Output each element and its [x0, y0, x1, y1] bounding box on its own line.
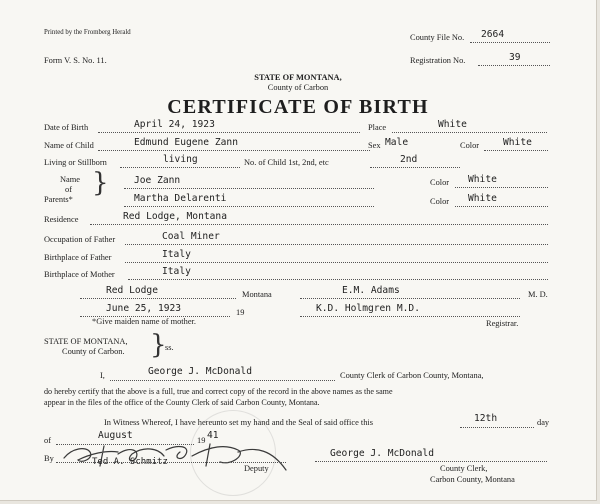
md-label: M. D. [528, 290, 548, 299]
date-of-birth-line [98, 132, 360, 133]
parents-label: Parents* [44, 195, 73, 204]
cert-clerk-name: George J. McDonald [148, 366, 252, 377]
physician-1: E.M. Adams [342, 285, 400, 296]
witness-of-label: of [44, 436, 51, 445]
no-of-child-value: 2nd [400, 154, 418, 165]
county-file-number: 2664 [481, 29, 505, 40]
birthplace-father-value: Italy [162, 249, 191, 260]
printer-note: Printed by the Fromberg Herald [44, 29, 131, 36]
registration-number: 39 [509, 52, 521, 63]
residence-value: Red Lodge, Montana [123, 211, 227, 222]
child-color-line [484, 150, 548, 151]
name-of-child-value: Edmund Eugene Zann [134, 137, 238, 148]
occupation-value: Coal Miner [162, 231, 220, 242]
clerk-signature-line [315, 461, 547, 462]
clerk-signature: George J. McDonald [330, 448, 434, 459]
mother-name: Martha Delarenti [134, 193, 227, 204]
witness-day-line [460, 427, 534, 428]
mother-color-line [455, 206, 548, 207]
deputy-label: Deputy [244, 464, 269, 473]
cert-ss: ss. [165, 343, 174, 352]
cert-clerk-title: County Clerk of Carbon County, Montana, [340, 371, 484, 380]
by-label: By [44, 454, 54, 463]
place-value: White [438, 119, 467, 130]
occupation-label: Occupation of Father [44, 235, 116, 244]
birthplace-mother-label: Birthplace of Mother [44, 270, 115, 279]
witness-text: In Witness Whereof, I have hereunto set my hand and the Seal of said office this [104, 418, 373, 427]
birthplace-mother-value: Italy [162, 266, 191, 277]
parents-brace: } [92, 168, 109, 198]
county-clerk-place: Carbon County, Montana [430, 475, 515, 484]
county-clerk-label: County Clerk, [440, 464, 488, 473]
maiden-name-note: *Give maiden name of mother. [92, 317, 196, 326]
county-file-label: County File No. [410, 33, 465, 42]
recorded-city: Red Lodge [106, 285, 158, 296]
mother-name-line [124, 206, 374, 207]
father-color-label: Color [430, 178, 450, 187]
living-line [120, 167, 240, 168]
physician-2: K.D. Holmgren M.D. [316, 303, 420, 314]
form-number: Form V. S. No. 11. [44, 56, 107, 65]
witness-year: 41 [207, 430, 219, 441]
physician-2-line [300, 316, 520, 317]
residence-line [90, 224, 548, 225]
no-of-child-label: No. of Child 1st, 2nd, etc [244, 158, 329, 167]
certify-text-1: do hereby certify that the above is a full, true and correct copy of the record in the above names as the same [44, 387, 393, 396]
header-state: STATE OF MONTANA, [254, 73, 342, 82]
father-name: Joe Zann [134, 175, 181, 186]
recorded-year-prefix: 19 [236, 308, 245, 317]
cert-county-label: County of Carbon. [62, 347, 125, 356]
deputy-name: Ted A. Schmitz [92, 457, 168, 467]
name-of-child-line [98, 150, 370, 151]
cert-brace: } [150, 330, 167, 360]
occupation-line [125, 244, 548, 245]
recorded-state: Montana [242, 290, 272, 299]
name-of-child-label: Name of Child [44, 141, 94, 150]
mother-color-label: Color [430, 197, 450, 206]
recorded-city-line [80, 298, 236, 299]
father-color: White [468, 174, 497, 185]
residence-label: Residence [44, 215, 79, 224]
cert-state-label: STATE OF MONTANA, [44, 337, 128, 346]
registration-line [478, 65, 550, 66]
child-color-label: Color [460, 141, 480, 150]
child-color-value: White [503, 137, 532, 148]
witness-day-value: 12th [474, 413, 498, 424]
sex-label: Sex [368, 141, 381, 150]
birthplace-father-label: Birthplace of Father [44, 253, 112, 262]
living-label: Living or Stillborn [44, 158, 107, 167]
header-county: County of Carbon [267, 83, 329, 92]
registrar-label: Registrar. [486, 319, 519, 328]
father-color-line [455, 187, 548, 188]
county-file-line [470, 42, 550, 43]
mother-color: White [468, 193, 497, 204]
date-of-birth-label: Date of Birth [44, 123, 89, 132]
parents-name-label: Name [60, 175, 80, 184]
father-name-line [124, 188, 374, 189]
registration-label: Registration No. [410, 56, 466, 65]
place-line [392, 132, 547, 133]
birthplace-father-line [125, 262, 548, 263]
sex-value: Male [385, 137, 409, 148]
date-of-birth-value: April 24, 1923 [134, 119, 215, 130]
witness-month: August [98, 430, 133, 441]
birthplace-mother-line [128, 279, 548, 280]
certify-text-2: appear in the files of the office of the County Clerk of said Carbon County, Montana. [44, 398, 320, 407]
certificate-title: CERTIFICATE OF BIRTH [167, 96, 429, 118]
recorded-date: June 25, 1923 [106, 303, 182, 314]
witness-year-prefix: 19 [197, 436, 206, 445]
no-of-child-line [370, 167, 460, 168]
deputy-line [56, 462, 286, 463]
physician-1-line [300, 298, 520, 299]
place-label: Place [368, 123, 387, 132]
parents-of-label: of [65, 185, 72, 194]
cert-clerk-line [110, 380, 335, 381]
living-value: living [163, 154, 198, 165]
cert-i-label: I, [100, 371, 105, 380]
witness-day-label: day [537, 418, 550, 427]
